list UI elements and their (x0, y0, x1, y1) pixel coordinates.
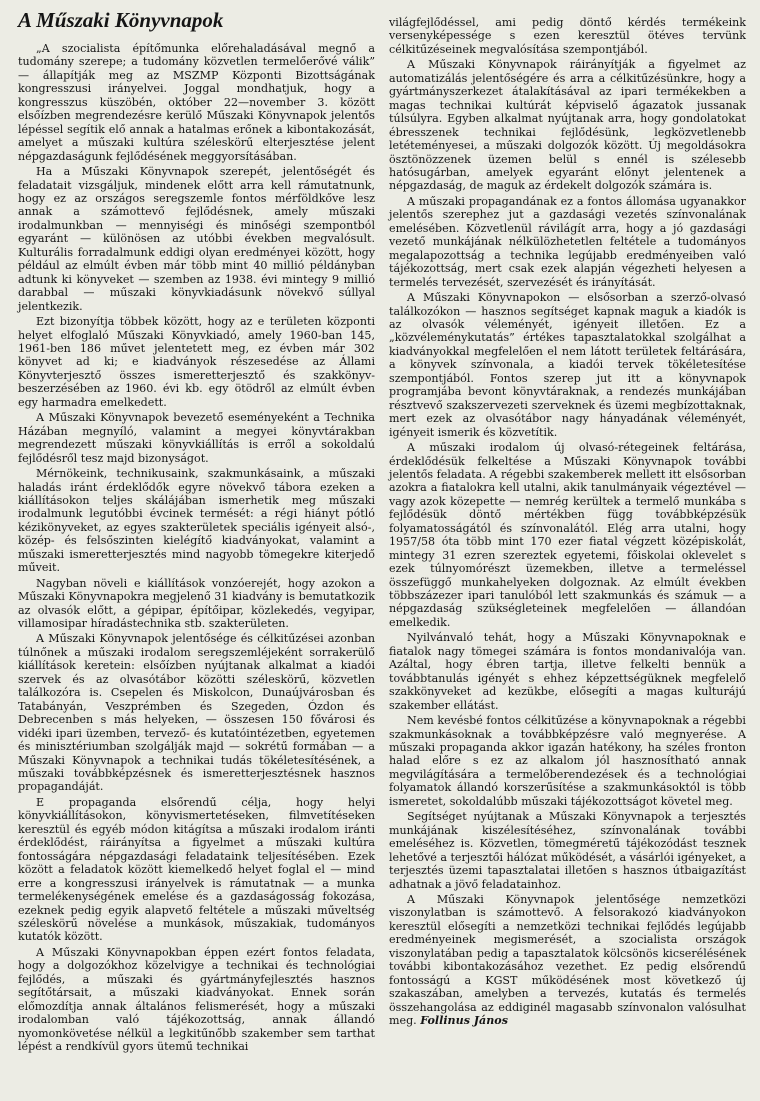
paragraph: Segítséget nyújtanak a Műszaki Könyvnapok a terjesztés munkájának kiszélesítéséhez, színvonalának további emeléséhez is. Közvetlen, tömegméretű tájékozódást tesznek lehetővé a terjesztői hálózat működését, a vásárlói igényeket, a terjesztés üzemi tapasztalatai illetően s hasznos útbaigazítást adhatnak a jövő feladatainhoz. (389, 810, 747, 891)
paragraph: A műszaki propagandának ez a fontos állomása ugyanakkor jelentős szerephez jut a gazdasági vezetés színvonalának emelésében. Közvetlenül rávilágít arra, hogy a jó gazdasági vezető munkájának nélkülözhetetlen feltétele a tudományos megalapozottság a technika legújabb eredményeiben való tájékozottság, mert csak ezek alapján végezheti helyesen a termelés tervezését, szervezését és irányítását. (389, 194, 746, 289)
paragraph-text: A Műszaki Könyvnapok jelentősége nemzetközi viszonylatban is számottevő. A felsorakozó kiadványokon keresztül elősegíti a nemzetközi technikai fejlődés legújabb eredményeinek megismerését, a szocialista országok viszonylatában pedig a tapasztalatok kölcsönös kicserélésének további kibontakozásához vezethet. Ez pedig elsőrendű fontosságú a KGST működésének most következő új szakaszában, amelyben a tervezés, kutatás és termelés összehangolása az eddiginél magasabb színvonalon valósulhat meg. (389, 893, 746, 1028)
paragraph: A Műszaki Könyvnapok ráirányítják a figyelmet az automatizálás jelentőségére és arra a célkitűzésünkre, hogy a gyártmányszerkezet átalakításával az ipari termékekben a magas technikai kultúrát képviselő ágazatok jussanak túlsúlyra. Egyben alkalmat nyújtanak arra, hogy gondolatokat ébresszenek technikai fejlődésünk, legközvetlenebb letéteményesei, a műszaki dolgozók között. Új megoldásokra ösztönözzenek üzemen belül s ennél is szélesebb hatósugárban, amelyek egyaránt előnyt jelentenek a népgazdaság, de maguk az érdekelt dolgozók számára is. (389, 58, 746, 193)
paragraph: A Műszaki Könyvnapok jelentősége és célkitűzései azonban túlnőnek a műszaki irodalom seregszemléjeként sorrakerülő kiállítások keretein: elsőízben nyújtanak alkalmat a kiadói szervek és az olvasótábor közötti széleskörű, közvetlen találkozóra is. Csepelen és Miskolcon, Dunaújvárosban és Tatabányán, Veszprémben és Szegeden, Ózdon és Debrecenben s más helyeken, — összesen 150 fővárosi és vidéki ipari üzemben, tervező- és kutatóintézetben, egyetemen és minisztériumban szolgálják majd — sokrétű formában — a Műszaki Könyvnapok a technikai tudás tökéletesítésének, a műszaki továbbképzésnek és ismeretterjesztésnek hasznos propagandáját. (18, 632, 375, 794)
paragraph: Nem kevésbé fontos célkitűzése a könyvnapoknak a régebbi szakmunkásoknak a továbbképzésre való megnyerése. A műszaki propaganda akkor igazán hatékony, ha széles fronton halad előre s ez az alkalom jól hasznosítható annak megvilágítására a termelőberendezések és a technológiai folyamatok állandó korszerűsítése a szakmunkásoktól is több ismeretet, sokoldalúbb műszaki tájékozottságot követel meg. (389, 714, 746, 808)
paragraph: A Műszaki Könyvnapok bevezető eseményeként a Technika Házában megnyíló, valamint a megyei könyvtárakban megrendezett műszaki könyvkiállítás is erről a sokoldalú fejlődésről tesz majd bizonyságot. (18, 411, 375, 465)
paragraph: Ezt bizonyítja többek között, hogy az e területen központi helyet elfoglaló Műszaki Könyvkiadó, amely 1960-ban 145, 1961-ben 186 művet jelentetett meg, ez évben már 302 könyvet ad ki; e kiadványok részesedése az Állami Könyvterjesztő összes ismeretterjesztő és szakkönyv-beszerzésében az 1960. évi kb. egy ötödről az elmúlt évben egy harmadra emelkedett. (18, 315, 375, 409)
paragraph: Nyilvánvaló tehát, hogy a Műszaki Könyvnapoknak e fiatalok nagy tömegei számára is fontos mondanivalója van. Azáltal, hogy ébren tartja, illetve felkelti bennük a továbbtanulás igényét s ehhez képzettségüknek megfelelő szakkönyveket ad kezükbe, elősegíti a magas kulturájú szakember ellátást. (389, 631, 746, 712)
paragraph: A műszaki irodalom új olvasó-rétegeinek feltárása, érdeklődésük felkeltése a Műszaki Könyvnapok további jelentős feladata. A régebbi szakemberek mellett itt elsősorban azokra a fiatalokra kell utalni, akik tanulmányaik végeztével — vagy azok közepette — nemrég kerültek a termelő munkába s fejlődésük döntő mértékben függ továbbképzésük folyamatosságától és színvonalától. Elég arra utalni, hogy 1957/58 óta több mint 170 ezer fiatal végzett középiskolát, mintegy 31 ezren szereztek egyetemi, főiskolai oklevelet s ezek túlnyomórészt üzemekben, illetve a termeléssel összefüggő munkahelyeken dolgoznak. Az elmúlt években többszázezer ipari tanulóból lett szakmunkás és számuk — a népgazdaság szükségleteinek megfelelően — állandóan emelkedik. (389, 441, 746, 629)
paragraph: A Műszaki Könyvnapokban éppen ezért fontos feladata, hogy a dolgozókhoz közelvigye a technikai és technológiai fejlődés, a műszaki és gyártmányfejlesztés hasznos segítőtársait, a műszaki kiadványokat. Ennek során előmozdítja annak általános felismerését, hogy a műszaki irodalomban való tájékozottság, annak állandó nyomonkövetése nélkül a legkitűnőbb szakember sem tarthat lépést a rendkívül gyors ütemű technikai (18, 945, 375, 1054)
left-column (18, 42, 375, 1054)
article-body (18, 16, 747, 1054)
paragraph: E propaganda elsőrendű célja, hogy helyi könyvkiállításokon, könyvismertetéseken, filmvetítéseken keresztül és egyéb módon kitágítsa a műszaki irodalom iránti érdeklődést, ráirányítsa a figyelmet a műszaki kultúra fontosságára népgazdasági feladataink teljesítésében. Ezek között a feladatok között kiemelkedő helyet foglal el — mind erre a kongresszusi irányelvek is rámutatnak — a munka termelékenységének emelése és a gazdaságosság fokozása, ezeknek pedig egyik alapvető feltétele a műszaki műveltség széleskörű növelése a munkások, műszakiak, tudományos kutatók között. (18, 795, 375, 944)
last-paragraph (389, 893, 746, 1028)
paragraph: Mérnökeink, technikusaink, szakmunkásaink, a műszaki haladás iránt érdeklődők egyre növekvő tábora ezeken a kiállításokon teljes skálájában ismerhetik meg műszaki irodalmunk legutóbbi évcinek termését: a régi hiányt pótló kézikönyveket, az egyes szakterületek speciális igényeit alsó-, közép- és felsőszinten kielégítő kiadványokat, valamint a műszaki ismeretterjesztés mind nagyobb tömegekre kiterjedő műveit. (18, 467, 375, 575)
right-column (389, 16, 746, 1054)
paragraph: A Műszaki Könyvnapokon — elsősorban a szerző-olvasó találkozókon — hasznos segítséget kapnak maguk a kiadók is az olvasók véleményét, igényeit illetően. Ez a „közvéleménykutatás” értékes tapasztalatokkal szolgálhat a kiadványokkal megfelelően el nem látott területek feltárására, a könyvek színvonala, a kiadói tervek tökéletesítése szempontjából. Fontos szerep jut itt a könyvnapok programjába bevont könyvtáraknak, a rendezés munkájában résztvevő szakszervezeti szerveknek és üzemi megbízottaknak, mert ezek az olvasótábor nagy hányadának véleményét, igényeit ismerik és közvetítik. (389, 291, 746, 439)
paragraph: „A szocialista építőmunka előrehaladásával megnő a tudomány szerepe; a tudomány közvetlen termelőerővé válik” — állapítják meg az MSZMP Központi Bizottságának kongresszusi irányelvei. Joggal mondhatjuk, hogy a kongresszus küszöbén, október 22—november 3. között elsőízben megrendezésre kerülő Műszaki Könyvnapok jelentős lépéssel segítik elő annak a hatalmas erőnek a kibontakozását, amelyet a műszaki kultúra széleskörű elterjesztése jelent népgazdaságunk fejlődésének meggyorsításában. (18, 42, 375, 163)
article-title: A Műszaki Könyvnapok (18, 8, 224, 32)
paragraph: Ha a Műszaki Könyvnapok szerepét, jelentőségét és feladatait vizsgáljuk, mindenek előtt arra kell rámutatnunk, hogy ez az országos seregszemle fontos mérföldkőve lesz annak a számottevő fejlődésnek, amely műszaki irodalmunkban — mennyiségi és minőségi szempontból egyaránt — különösen az utóbbi években megvalósult. Kulturális forradalmunk eddigi olyan eredményei között, hogy például az elmúlt évben már több mint 40 millió példányban adtunk ki könyveket — szemben az 1938. évi mintegy 9 millió darabbal — műszaki könyvkiadásunk növekvő súllyal jelentkezik. (18, 165, 375, 313)
author-signature: Follinus János (420, 1014, 508, 1028)
paragraph: Nagyban növeli e kiállítások vonzóerejét, hogy azokon a Műszaki Könyvnapokra megjelenő 31 kiadvány is bemutatkozik az olvasók előtt, a gépipar, építőipar, közlekedés, vegyipar, villamosipar híradástechnika stb. szakterületen. (18, 576, 375, 631)
paragraph: világfejlődéssel, ami pedig döntő kérdés termékeink versenyképessége s ezen keresztül ötéves tervünk célkitűzéseinek megvalósítása szempontjából. (389, 16, 746, 56)
